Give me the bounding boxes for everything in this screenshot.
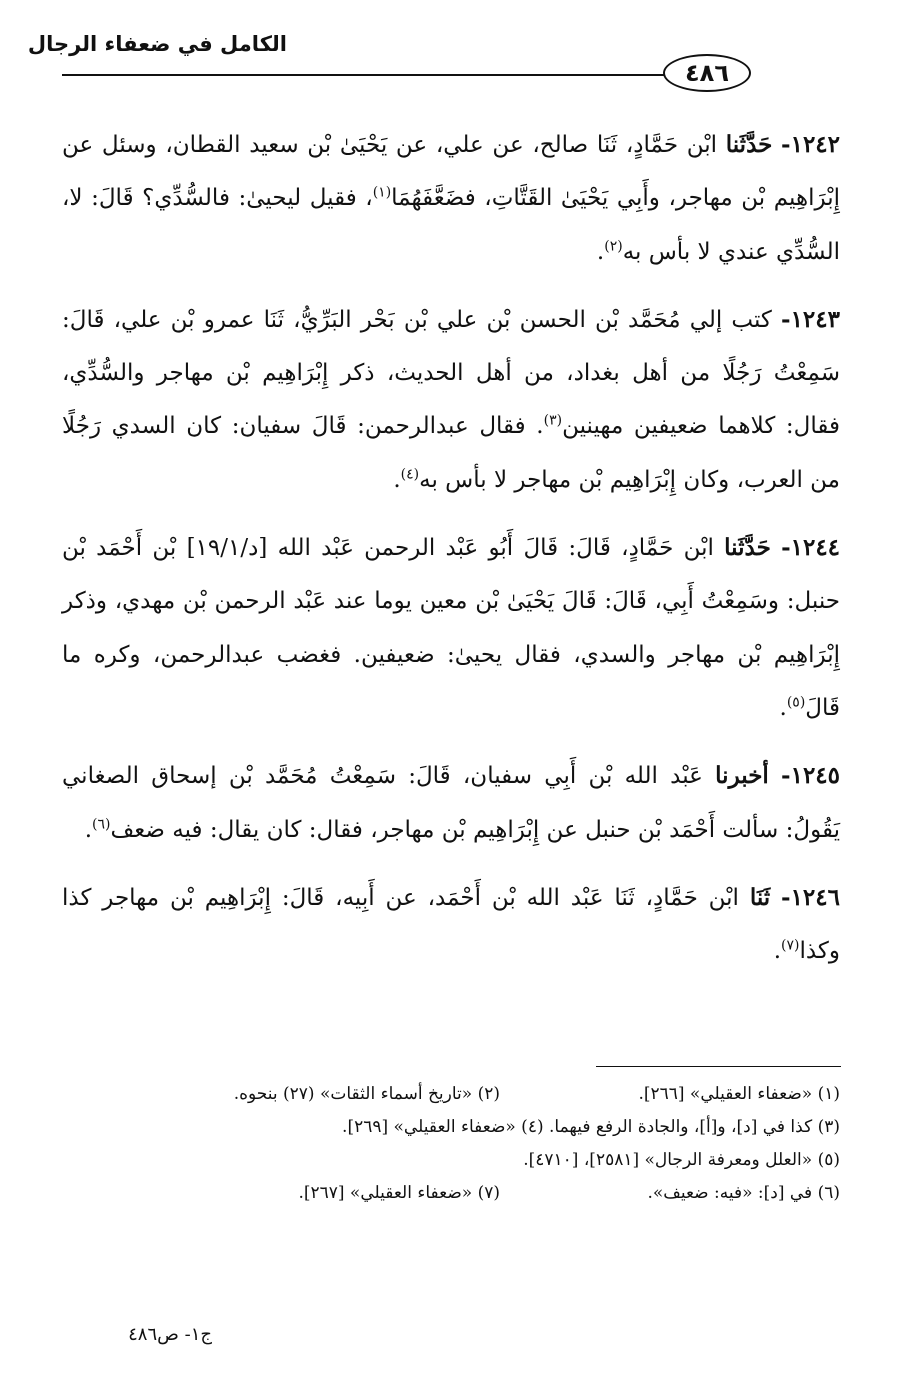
narration-verb: حَدَّثَنا: [724, 534, 771, 562]
footnote-1: (١) «ضعفاء العقيلي» [٢٦٦].: [638, 1084, 840, 1104]
footnote-row: [100, 1078, 840, 1111]
volume-page-reference: ج١- ص٤٨٦: [128, 1324, 212, 1345]
entry-1244: [62, 521, 840, 735]
entry-1245: [62, 749, 840, 857]
entry-text: ابْن حَمَّادٍ، قَالَ: قَالَ أَبُو عَبْد الرحمن عَبْد الله [د/١٩/١] بْن أَحْمَد بْن حنبل: وسَمِعْتُ أَبِي، قَالَ: قَالَ يَحْيَىٰ بْن معين يوما عند عَبْد الرحمن بْن مهدي، وذكر إِبْرَاهِيم بْن مهاجر والسدي، فقال يحيىٰ: ضعيفين. فغضب عبدالرحمن، وكره ما قَالَ: [62, 535, 840, 721]
entry-number: ١٢٤٦-: [781, 883, 840, 911]
footnote-ref: (١): [372, 184, 392, 201]
entry-text-continued: ، فقيل ليحيىٰ: فالسُّدِّي؟ قَالَ: لا، السُّدِّي عندي لا بأس به: [62, 185, 840, 265]
footnote-row: [100, 1144, 840, 1177]
footnote-ref: (٥): [786, 694, 806, 711]
footnote-row: [100, 1111, 840, 1144]
entry-terminator: .: [779, 694, 787, 721]
footnote-ref: (٧): [781, 937, 800, 954]
footnote-separator: [596, 1066, 841, 1067]
entry-1242: [62, 118, 840, 279]
footnote-2: (٢) «تاريخ أسماء الثقات» (٢٧) بنحوه.: [233, 1084, 500, 1104]
footnote-row: [100, 1177, 840, 1210]
footnote-6: (٦) في [د]: «فيه: ضعيف».: [647, 1183, 840, 1203]
narration-verb: أخبرنا: [715, 762, 769, 790]
entry-text: عَبْد الله بْن أَبِي سفيان، قَالَ: سَمِعْتُ مُحَمَّد بْن إسحاق الصغاني يَقُولُ: سألت أَحْمَد بْن حنبل عن إِبْرَاهِيم بْن مهاجر، فقال: كان يقال: فيه ضعف: [62, 763, 840, 843]
footnote-ref: (٦): [92, 815, 111, 832]
entry-text-continued: . فقال عبدالرحمن: قَالَ سفيان: كان السدي رَجُلًا من العرب، وكان إِبْرَاهِيم بْن مهاجر لا بأس به: [62, 413, 840, 493]
entry-number: ١٢٤٥-: [781, 762, 841, 790]
entry-number: ١٢٤٢-: [781, 131, 841, 158]
page-number: ٤٨٦: [685, 59, 729, 87]
footnote-7: (٧) «ضعفاء العقيلي» [٢٦٧].: [298, 1183, 500, 1203]
entry-number: ١٢٤٣-: [781, 305, 840, 333]
narration-verb: حَدَّثَنا: [725, 131, 773, 158]
footnotes: [100, 1078, 840, 1210]
page-number-badge: [663, 54, 751, 92]
entry-1246: [62, 871, 840, 979]
footnote-ref: (٤): [400, 466, 420, 483]
entry-text: كتب إلي مُحَمَّد بْن الحسن بْن علي بْن بَحْر البَرِّيُّ، ثَنَا عمرو بْن علي، قَالَ: سَمِعْتُ رَجُلًا من أهل بغداد، من أهل الحديث، ذكر إِبْرَاهِيم بْن مهاجر والسُّدِّي، فقال: كلاهما ضعيفين مهينين: [62, 306, 841, 440]
entry-terminator: .: [596, 238, 605, 265]
header-rule: [62, 74, 664, 76]
entry-1243: [62, 293, 840, 507]
entry-text: ابْن حَمَّادٍ، ثَنَا صالح، عن علي، عن يَحْيَىٰ بْن سعيد القطان، وسئل عن إِبْرَاهِيم بْن مهاجر، وأَبِي يَحْيَىٰ القَتَّاتِ، فضَعَّفَهُمَا: [62, 132, 840, 212]
footnote-5: (٥) «العلل ومعرفة الرجال» [٢٥٨١]، [٤٧١٠].: [523, 1150, 840, 1170]
body-text: [62, 118, 840, 992]
footnote-ref: (٢): [604, 237, 623, 254]
entry-terminator: .: [393, 466, 401, 493]
entry-text: ابْن حَمَّادٍ، ثَنَا عَبْد الله بْن أَحْمَد، عن أَبِيه، قَالَ: إِبْرَاهِيم بْن مهاجر كذا وكذا: [62, 884, 840, 965]
footnote-3-4: (٣) كذا في [د]، و[أ]، والجادة الرفع فيهما. (٤) «ضعفاء العقيلي» [٢٦٩].: [342, 1117, 840, 1137]
footnote-ref: (٣): [543, 412, 563, 429]
entry-terminator: .: [773, 938, 781, 965]
entry-number: ١٢٤٤-: [781, 534, 841, 562]
narration-verb: ثَنَا: [749, 883, 771, 911]
book-title: الكامل في ضعفاء الرجال: [27, 32, 287, 56]
entry-terminator: .: [84, 816, 93, 843]
